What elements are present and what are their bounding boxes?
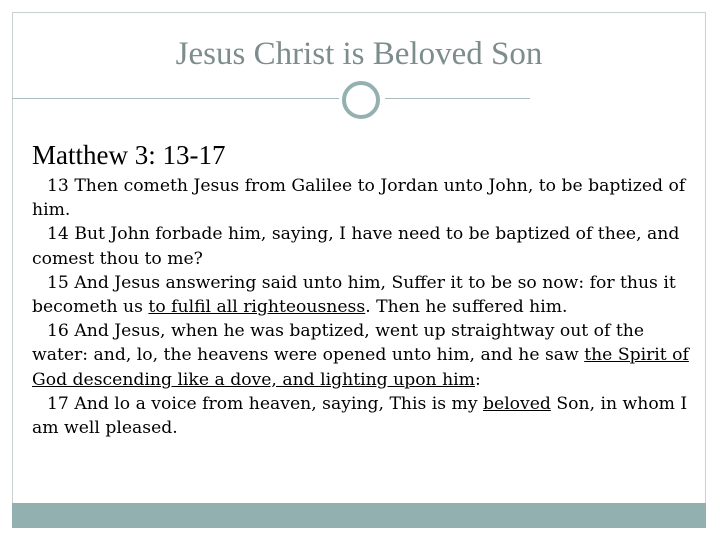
verse-text: 16 And Jesus, when he was baptized, went up straightway out of the water: and, lo, the heavens were opened unto him, and he saw	[32, 321, 644, 366]
title-divider-right	[385, 98, 530, 99]
verse-list	[32, 174, 692, 440]
verse-16	[32, 319, 692, 392]
verse-text: 14 But John forbade him, saying, I have need to be baptized of thee, and comest thou to me?	[32, 224, 680, 269]
verse-15	[32, 271, 692, 319]
slide-title: Jesus Christ is Beloved Son	[175, 36, 543, 72]
footer-bar	[12, 503, 706, 528]
title-divider-left	[12, 98, 339, 99]
scripture-reference: Matthew 3: 13-17	[32, 140, 226, 170]
verse-14	[32, 222, 692, 270]
verse-text: 17 And lo a voice from heaven, saying, This is my	[47, 393, 484, 414]
verse-text: :	[474, 369, 481, 390]
verse-17	[32, 392, 692, 440]
verse-underlined-phrase: beloved	[483, 393, 551, 414]
verse-underlined-phrase: to fulfil all righteousness	[148, 297, 366, 318]
verse-text: 15 And Jesus answering said unto him, Suffer it to be so now: for thus it becometh us	[32, 272, 676, 318]
verse-text: Son, in whom I am well pleased.	[32, 393, 688, 439]
verse-underlined-phrase: the Spirit of God descending like a dove, and lighting upon him	[32, 345, 689, 390]
verse-13	[32, 174, 692, 222]
verse-text: . Then he suffered him.	[365, 297, 568, 318]
verse-text: 13 Then cometh Jesus from Galilee to Jordan unto John, to be baptized of him.	[32, 176, 686, 221]
divider-circle-ornament	[342, 81, 380, 119]
